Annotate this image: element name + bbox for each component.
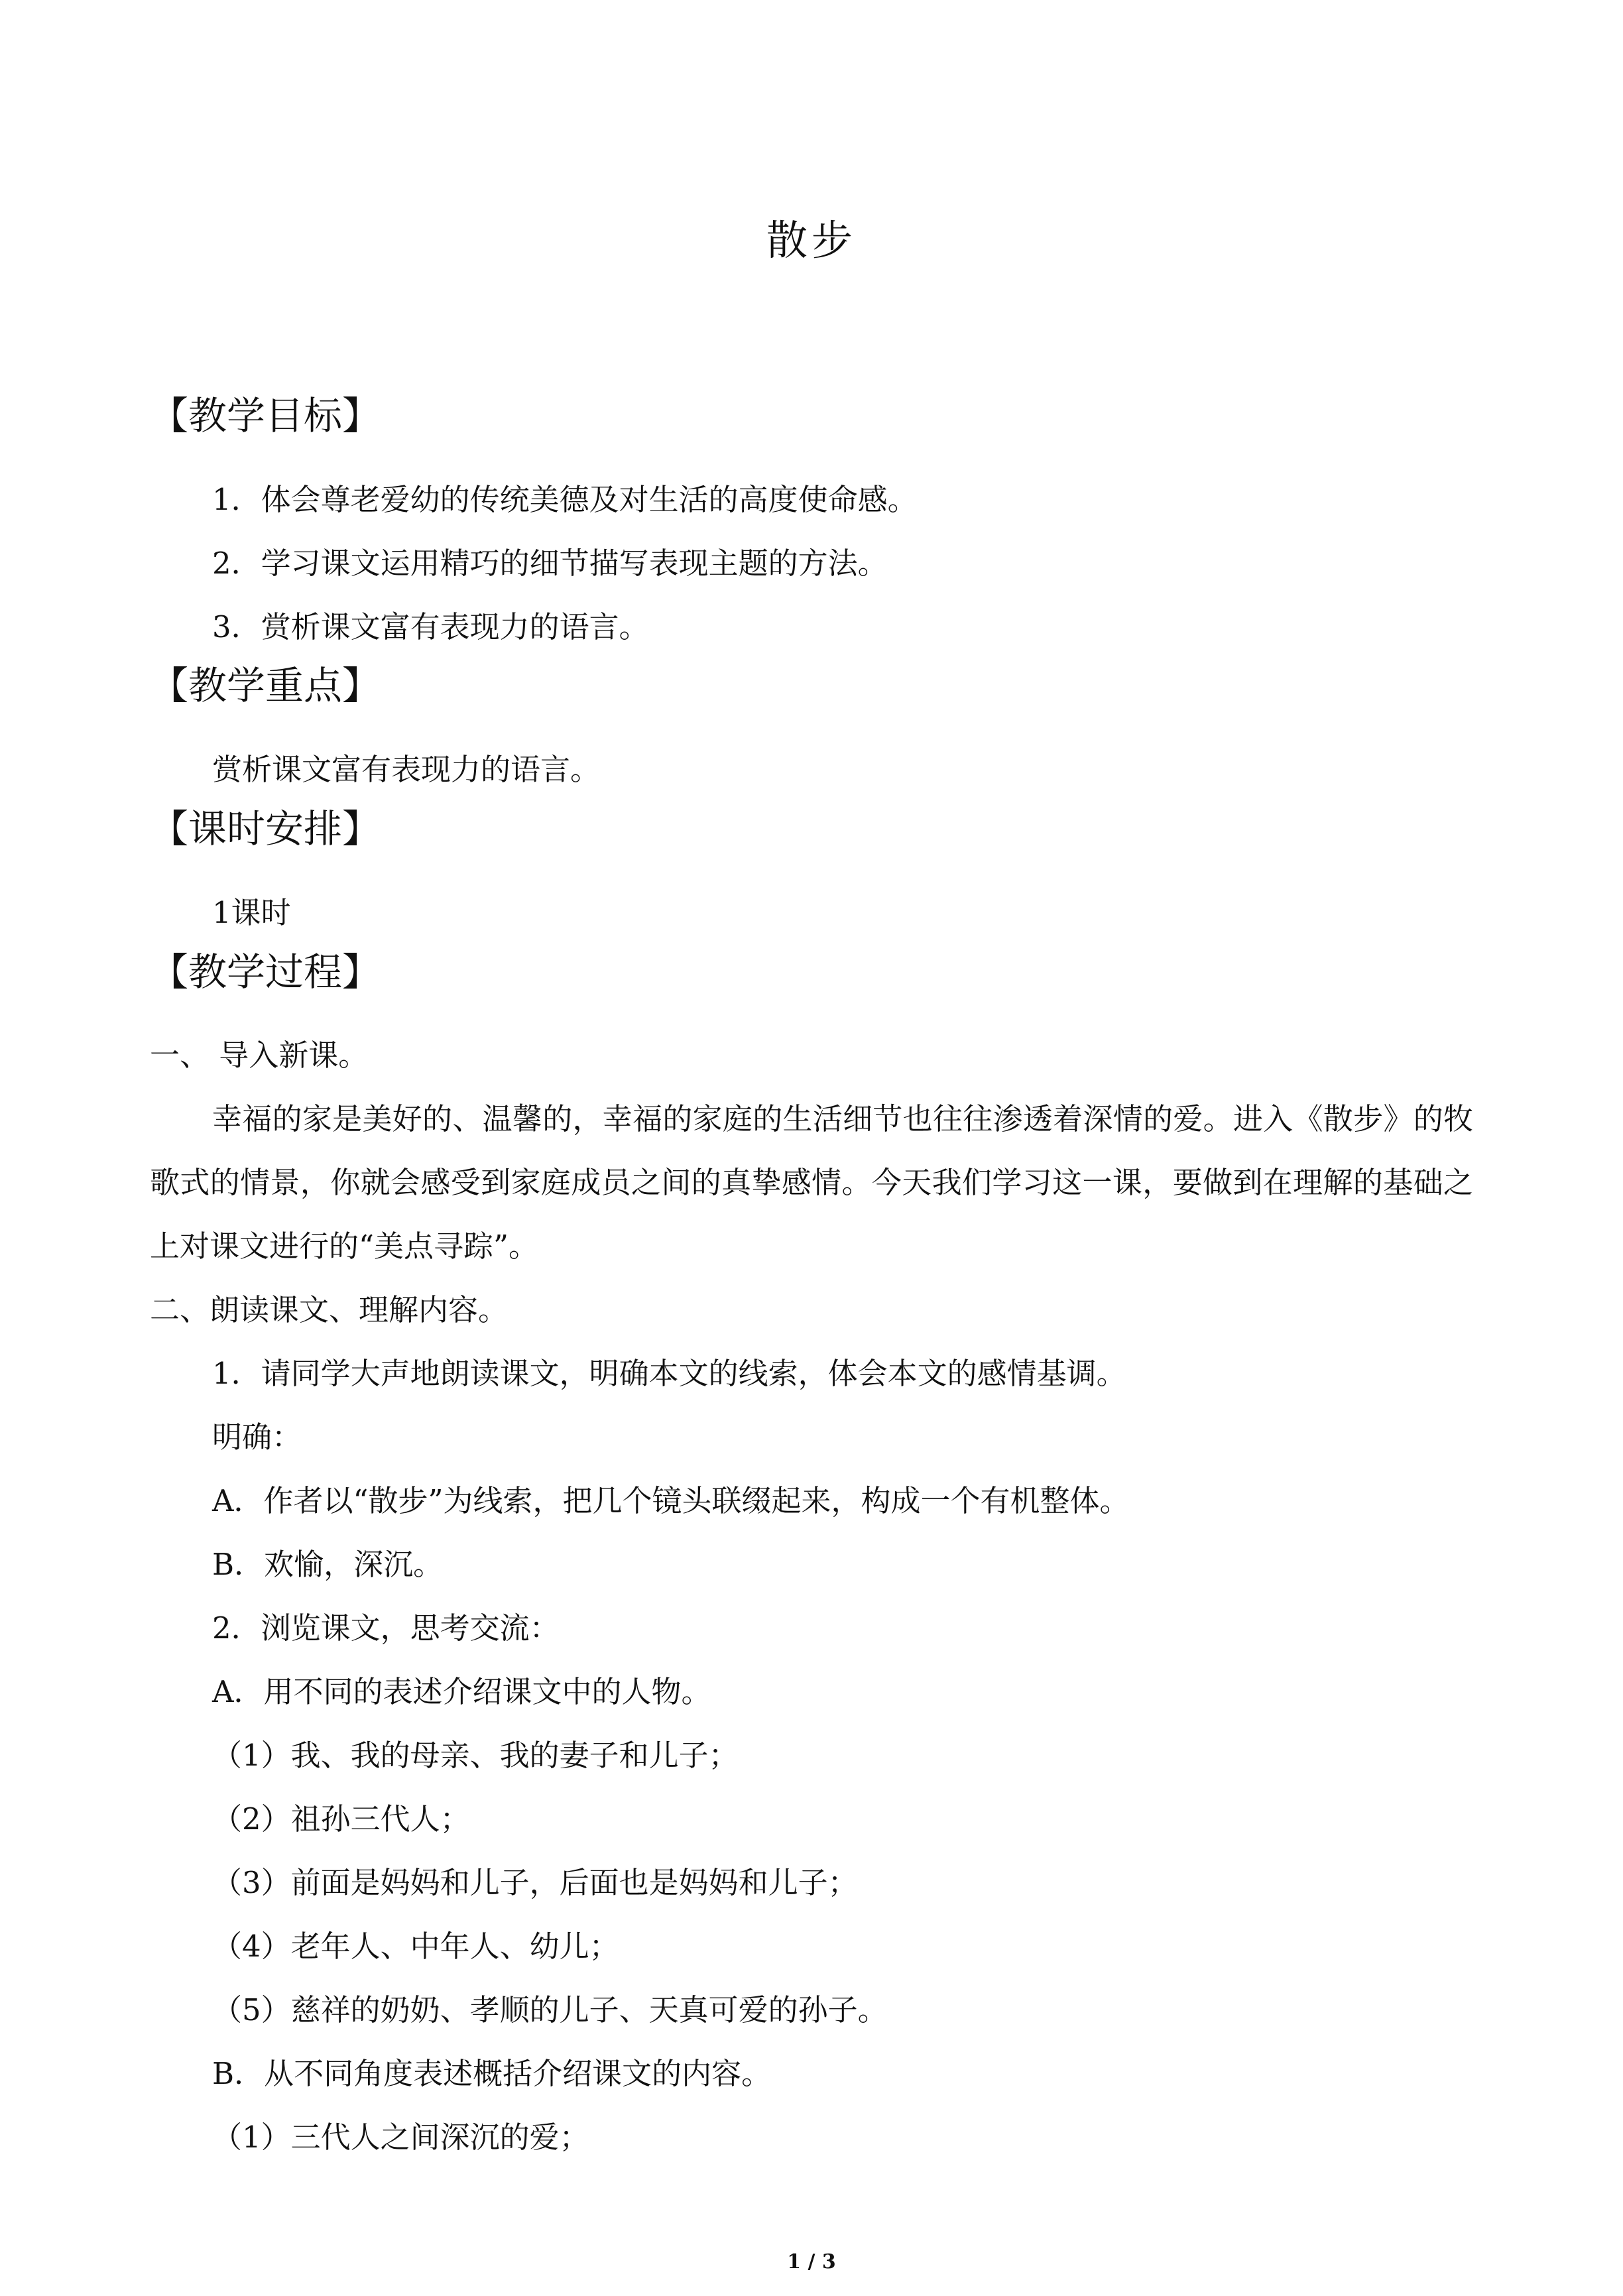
objective-item-3: 3．赏析课文富有表现力的语言。 xyxy=(212,609,649,644)
objective-item-1: 1．体会尊老爱幼的传统美德及对生活的高度使命感。 xyxy=(212,482,918,517)
document-title: 散步 xyxy=(766,216,857,265)
answer-b: B．欢愉，深沉。 xyxy=(212,1547,444,1582)
list-item: （3）前面是妈妈和儿子，后面也是妈妈和儿子； xyxy=(212,1865,858,1900)
schedule-text: 1课时 xyxy=(212,895,291,930)
heading-teaching-process: 【教学过程】 xyxy=(150,949,381,995)
process-item-2: 2．浏览课文，思考交流： xyxy=(212,1610,560,1646)
process-item-1: 1．请同学大声地朗读课文，明确本文的线索，体会本文的感情基调。 xyxy=(212,1356,1126,1391)
process-item-2-b: B．从不同角度表述概括介绍课文的内容。 xyxy=(212,2056,772,2091)
heading-key-points: 【教学重点】 xyxy=(150,663,381,708)
list-item: （1）我、我的母亲、我的妻子和儿子； xyxy=(212,1738,739,1773)
clarify-label: 明确： xyxy=(212,1420,302,1455)
section-1-paragraph: 幸福的家是美好的、温馨的，幸福的家庭的生活细节也往往渗透着深情的爱。进入《散步》的牧歌式的情景，你就会感受到家庭成员之间的真挚感情。今天我们学习这一课，要做到在理解的基础之上对课文进行的“美点寻踪”。 xyxy=(150,1101,1473,1264)
list-item: （5）慈祥的奶奶、孝顺的儿子、天真可爱的孙子。 xyxy=(212,1992,888,2027)
section-2-title: 二、朗读课文、理解内容。 xyxy=(150,1292,509,1327)
process-item-2-a: A．用不同的表述介绍课文中的人物。 xyxy=(212,1674,711,1709)
heading-teaching-objectives: 【教学目标】 xyxy=(150,393,381,438)
page-number: 1 / 3 xyxy=(787,2250,836,2273)
list-item: （1）三代人之间深沉的爱； xyxy=(212,2120,589,2155)
heading-schedule: 【课时安排】 xyxy=(150,806,381,851)
objective-item-2: 2．学习课文运用精巧的细节描写表现主题的方法。 xyxy=(212,546,888,581)
section-1-title: 一、 导入新课。 xyxy=(150,1038,369,1073)
key-point-text: 赏析课文富有表现力的语言。 xyxy=(212,752,601,787)
list-item: （4）老年人、中年人、幼儿； xyxy=(212,1929,619,1964)
list-item: （2）祖孙三代人； xyxy=(212,1801,470,1837)
answer-a: A．作者以“散步”为线索，把几个镜头联缀起来，构成一个有机整体。 xyxy=(212,1483,1130,1518)
